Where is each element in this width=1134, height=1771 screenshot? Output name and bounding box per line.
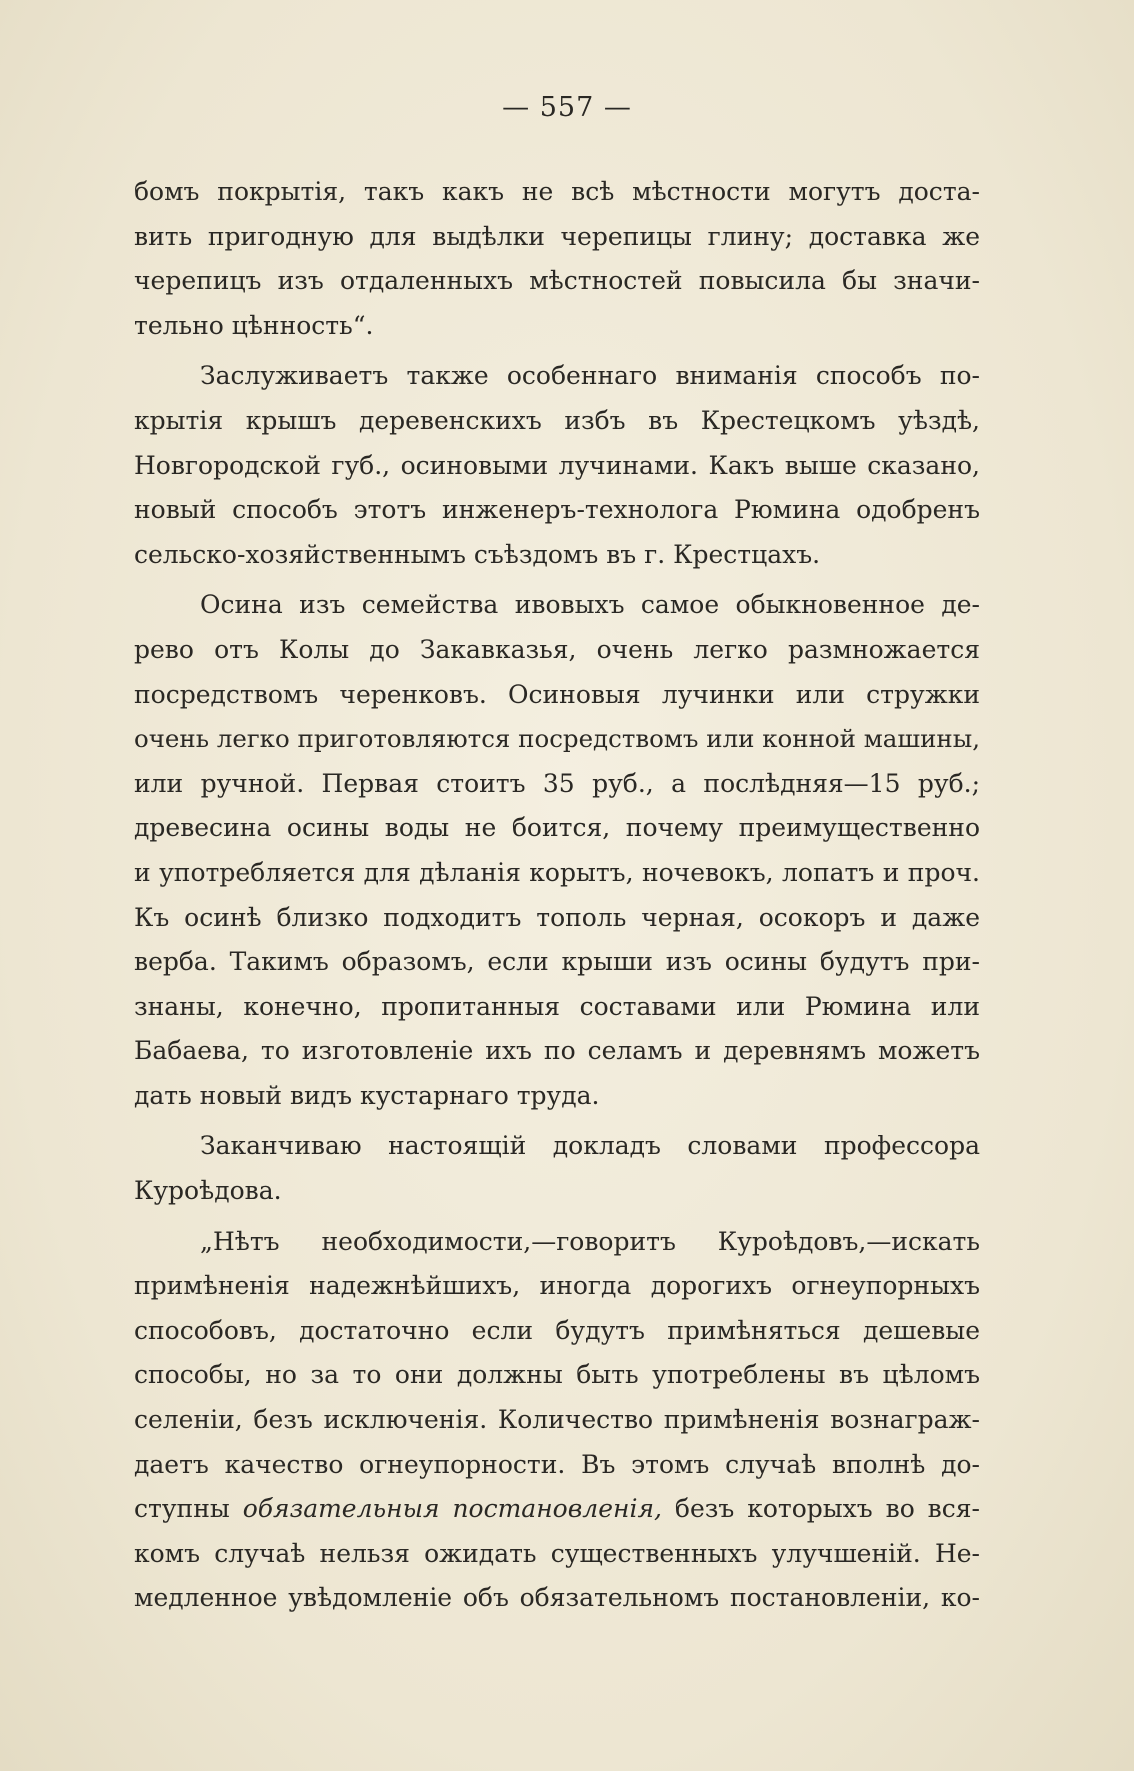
text-line: Къ осинѣ близко подходитъ тополь черная, осокоръ и даже — [134, 902, 980, 932]
text-line: медленное увѣдомленіе объ обязательномъ постановленіи, ко- — [134, 1583, 980, 1613]
text-line: Бабаева, то изготовленіе ихъ по селамъ и деревнямъ можетъ — [134, 1036, 980, 1066]
text-line: и употребляется для дѣланія корытъ, ночевокъ, лопатъ и проч. — [134, 857, 980, 887]
text-line: черепицъ изъ отдаленныхъ мѣстностей повысила бы значи- — [134, 266, 980, 296]
text-line: древесина осины воды не боится, почему преимущественно — [134, 813, 980, 843]
paragraph-start-line: „Нѣтъ необходимости,—говоритъ Куроѣдовъ,—искать — [200, 1226, 980, 1256]
text-line: сельско-хозяйственнымъ съѣздомъ въ г. Крестцахъ. — [134, 539, 821, 569]
text-line: дать новый видъ кустарнаго труда. — [134, 1080, 600, 1110]
text-line-with-italic — [134, 1487, 980, 1532]
text-line: бомъ покрытія, такъ какъ не всѣ мѣстности могутъ доста- — [134, 177, 980, 206]
text-line: Куроѣдова. — [134, 1176, 282, 1206]
text-line: посредствомъ черенковъ. Осиновыя лучинки или стружки — [134, 679, 980, 709]
body-text — [134, 170, 980, 1621]
text-line: вить пригодную для выдѣлки черепицы глину; доставка же — [134, 221, 980, 251]
text-line: верба. Такимъ образомъ, если крыши изъ осины будутъ при- — [134, 947, 980, 977]
text-line: даетъ качество огнеупорности. Въ этомъ случаѣ вполнѣ до- — [134, 1449, 980, 1479]
text-line: знаны, конечно, пропитанныя составами или Рюмина или — [134, 991, 980, 1021]
paragraph-start-line: Заслуживаетъ также особеннаго вниманія способъ по- — [200, 361, 980, 391]
text-line: примѣненія надежнѣйшихъ, иногда дорогихъ огнеупорныхъ — [134, 1271, 980, 1301]
text-line: тельно цѣнность“. — [134, 310, 374, 340]
text-fragment: безъ которыхъ во вся- — [674, 1494, 980, 1524]
text-line: очень легко приготовляются посредствомъ или конной машины, — [134, 724, 980, 754]
text-line: крытія крышъ деревенскихъ избъ въ Крестецкомъ уѣздѣ, — [134, 405, 980, 435]
text-line: комъ случаѣ нельзя ожидать существенныхъ улучшеній. Не- — [134, 1538, 980, 1568]
paragraph-start-line: Заканчиваю настоящій докладъ словами профессора — [200, 1131, 980, 1161]
text-line: новый способъ этотъ инженеръ-технолога Рюмина одобренъ — [134, 495, 980, 525]
text-line: рево отъ Колы до Закавказья, очень легко размножается — [134, 634, 980, 664]
text-line: способовъ, достаточно если будутъ примѣняться дешевые — [134, 1315, 980, 1345]
paragraph-start-line: Осина изъ семейства ивовыхъ самое обыкновенное де- — [200, 590, 980, 620]
text-line: или ручной. Первая стоитъ 35 руб., а послѣдняя—15 руб.; — [134, 768, 980, 798]
text-line: способы, но за то они должны быть употреблены въ цѣломъ — [134, 1360, 980, 1390]
text-line: селеніи, безъ исключенія. Количество примѣненія вознаграж- — [134, 1405, 980, 1435]
text-line: Новгородской губ., осиновыми лучинами. Какъ выше сказано, — [134, 450, 980, 480]
page-number: — 557 — — [502, 92, 632, 123]
italic-emphasis: обязательныя постановленія, — [242, 1494, 662, 1524]
text-fragment: ступны — [134, 1494, 230, 1524]
